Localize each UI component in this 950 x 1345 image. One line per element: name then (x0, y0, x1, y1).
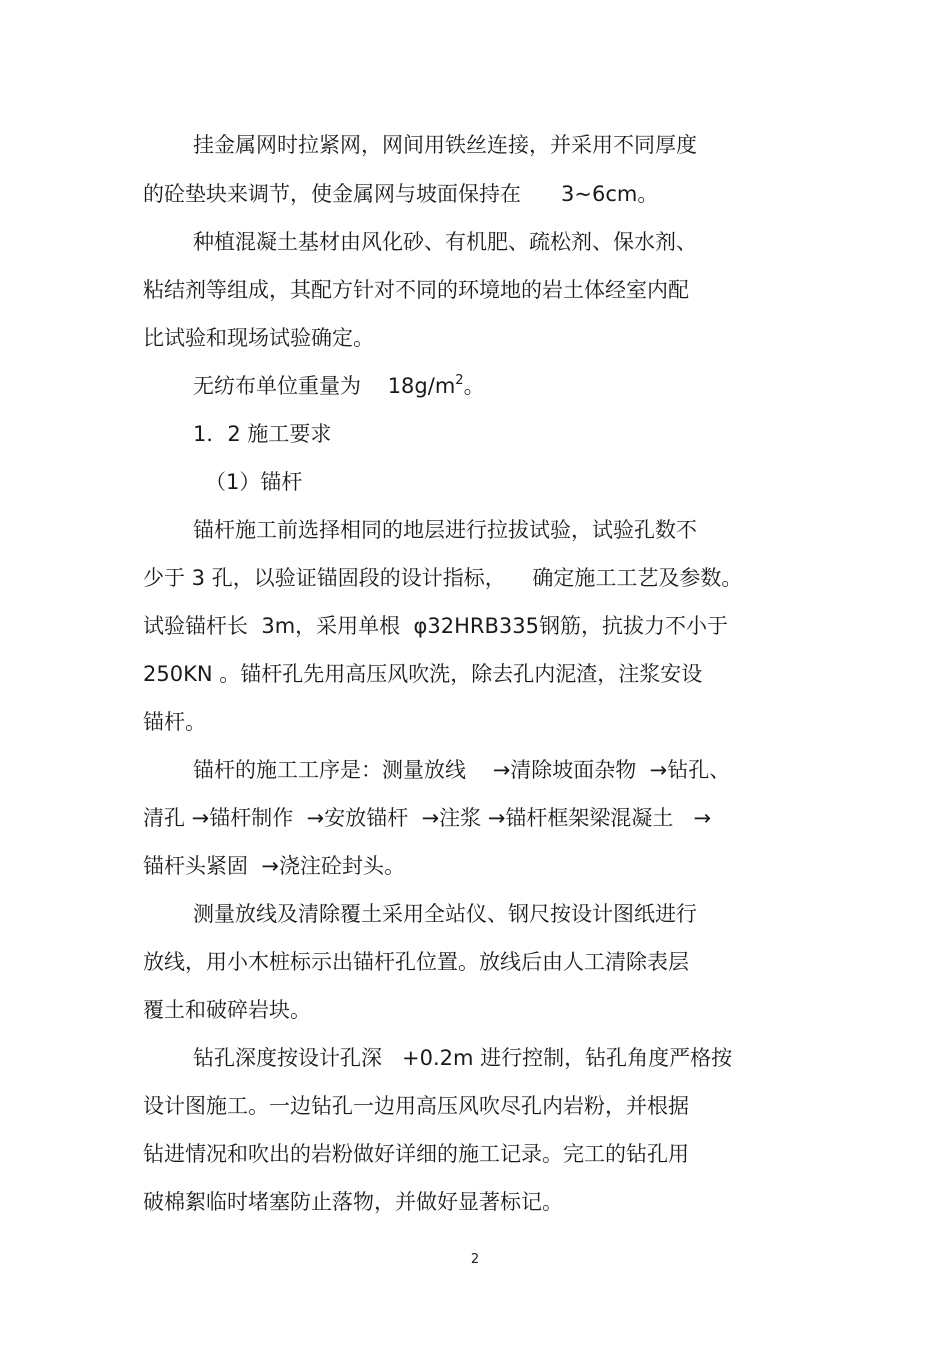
paragraph-line: 钻进情况和吹出的岩粉做好详细的施工记录。完工的钻孔用 (143, 1142, 689, 1166)
paragraph-line: 测量放线及清除覆土采用全站仪、钢尺按设计图纸进行 (193, 902, 697, 926)
paragraph-line: 锚杆施工前选择相同的地层进行拉拔试验，试验孔数不 (193, 518, 697, 542)
paragraph-line: 挂金属网时拉紧网，网间用铁丝连接，并采用不同厚度 (193, 133, 697, 157)
paragraph-line: 少于 3 孔，以验证锚固段的设计指标， 确定施工工艺及参数。 (143, 566, 743, 590)
paragraph-line: 粘结剂等组成，其配方针对不同的环境地的岩土体经室内配 (143, 278, 689, 302)
paragraph-line: 钻孔深度按设计孔深 +0.2m 进行控制，钻孔角度严格按 (193, 1046, 733, 1070)
paragraph-line: 设计图施工。一边钻孔一边用高压风吹尽孔内岩粉，并根据 (143, 1094, 689, 1118)
line-text: 。 (463, 374, 485, 398)
paragraph-line: 覆土和破碎岩块。 (143, 998, 311, 1022)
paragraph-line: 锚杆的施工工序是：测量放线 →清除坡面杂物 →钻孔、 (193, 758, 731, 782)
paragraph-line: 锚杆头紧固 →浇注砼封头。 (143, 854, 405, 878)
paragraph-line: 放线，用小木桩标示出锚杆孔位置。放线后由人工清除表层 (143, 950, 689, 974)
paragraph-line: 250KN 。锚杆孔先用高压风吹洗，除去孔内泥渣，注浆安设 (143, 662, 703, 686)
subsection-heading: （1）锚杆 (205, 470, 303, 494)
section-heading: 1．2 施工要求 (193, 422, 332, 446)
paragraph-line: 的砼垫块来调节，使金属网与坡面保持在 3~6cm。 (143, 182, 659, 206)
paragraph-line (193, 371, 485, 401)
paragraph-line: 锚杆。 (143, 710, 206, 734)
paragraph-line: 试验锚杆长 3m，采用单根 φ32HRB335钢筋，抗拔力不小于 (143, 614, 728, 638)
paragraph-line: 种植混凝土基材由风化砂、有机肥、疏松剂、保水剂、 (193, 230, 697, 254)
paragraph-line: 比试验和现场试验确定。 (143, 326, 374, 350)
paragraph-line: 清孔 →锚杆制作 →安放锚杆 →注浆 →锚杆框架梁混凝土 → (143, 806, 712, 830)
page-number: 2 (470, 1252, 480, 1267)
paragraph-line: 破棉絮临时堵塞防止落物，并做好显著标记。 (143, 1190, 563, 1214)
line-text: 无纺布单位重量为 18g/m (193, 374, 456, 398)
superscript: 2 (455, 373, 464, 388)
